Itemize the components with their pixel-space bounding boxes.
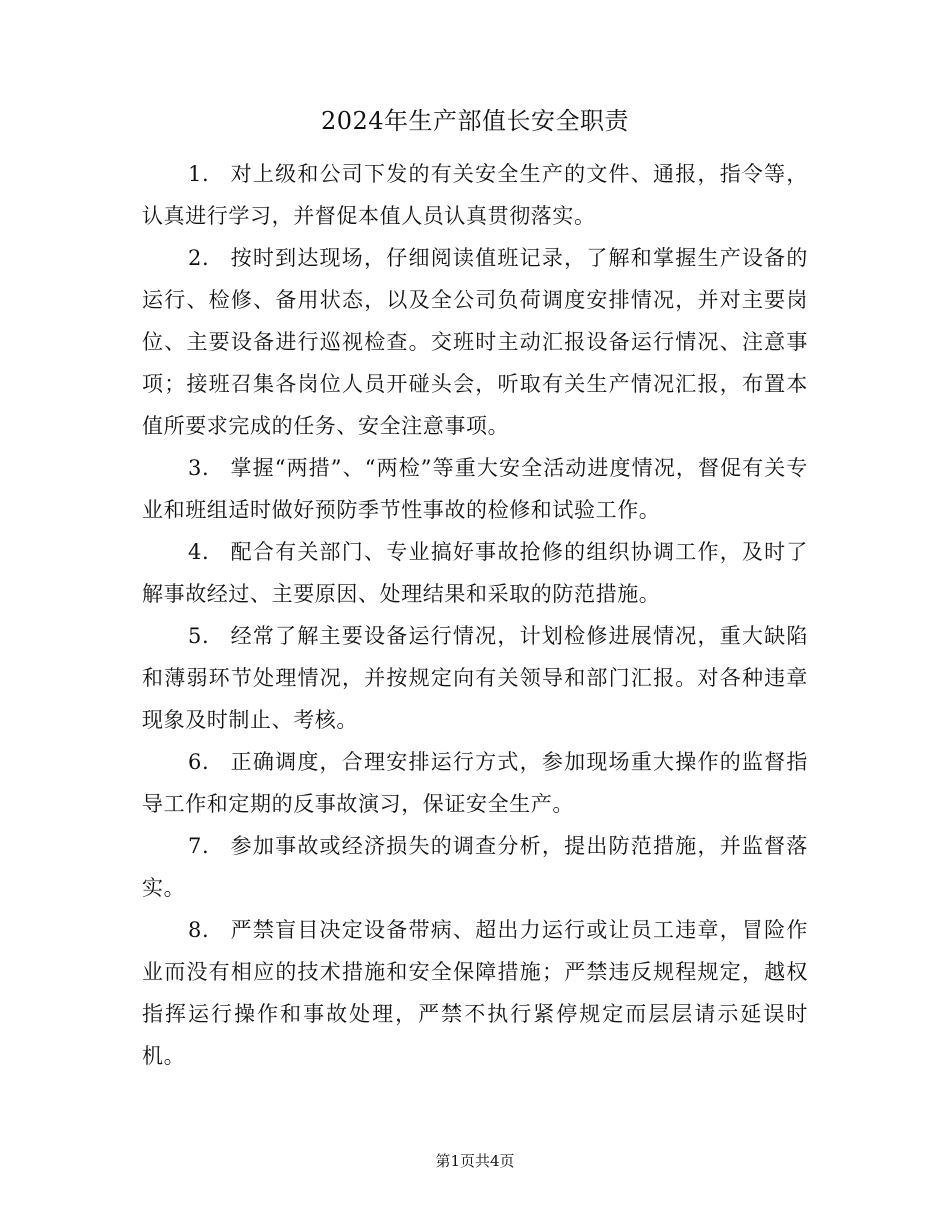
document-body: [142, 153, 808, 1077]
paragraph-number: 2.: [188, 246, 210, 270]
paragraph-text: 掌握“两措”、“两检”等重大安全活动进度情况，督促有关专业和班组适时做好预防季节性事故的检修和试验工作。: [142, 456, 808, 522]
paragraph-6: [142, 741, 808, 825]
document-title: 2024年生产部值长安全职责: [320, 107, 630, 135]
paragraph-5: [142, 615, 808, 741]
paragraph-number: 5.: [188, 624, 210, 648]
paragraph-number: 4.: [188, 540, 210, 564]
paragraph-number: 7.: [188, 834, 210, 858]
paragraph-text: 按时到达现场，仔细阅读值班记录，了解和掌握生产设备的运行、检修、备用状态，以及全公司负荷调度安排情况，并对主要岗位、主要设备进行巡视检查。交班时主动汇报设备运行情况、注意事项；接班召集各岗位人员开碰头会，听取有关生产情况汇报，布置本值所要求完成的任务、安全注意事项。: [142, 246, 808, 438]
paragraph-number: 3.: [188, 456, 210, 480]
paragraph-number: 8.: [188, 918, 210, 942]
paragraph-1: [142, 153, 808, 237]
paragraph-text: 参加事故或经济损失的调查分析，提出防范措施，并监督落实。: [142, 834, 808, 900]
paragraph-3: [142, 447, 808, 531]
page-footer: 第1页共4页: [435, 1152, 515, 1170]
paragraph-8: [142, 909, 808, 1077]
paragraph-text: 严禁盲目决定设备带病、超出力运行或让员工违章，冒险作业而没有相应的技术措施和安全保障措施；严禁违反规程规定，越权指挥运行操作和事故处理，严禁不执行紧停规定而层层请示延误时机。: [142, 918, 808, 1068]
paragraph-text: 对上级和公司下发的有关安全生产的文件、通报，指令等，认真进行学习，并督促本值人员认真贯彻落实。: [142, 162, 808, 228]
paragraph-text: 经常了解主要设备运行情况，计划检修进展情况，重大缺陷和薄弱环节处理情况，并按规定向有关领导和部门汇报。对各种违章现象及时制止、考核。: [142, 624, 808, 732]
paragraph-text: 正确调度，合理安排运行方式，参加现场重大操作的监督指导工作和定期的反事故演习，保证安全生产。: [142, 750, 808, 816]
paragraph-7: [142, 825, 808, 909]
paragraph-4: [142, 531, 808, 615]
paragraph-2: [142, 237, 808, 447]
paragraph-text: 配合有关部门、专业搞好事故抢修的组织协调工作，及时了解事故经过、主要原因、处理结果和采取的防范措施。: [142, 540, 808, 606]
paragraph-number: 1.: [188, 162, 210, 186]
paragraph-number: 6.: [188, 750, 210, 774]
